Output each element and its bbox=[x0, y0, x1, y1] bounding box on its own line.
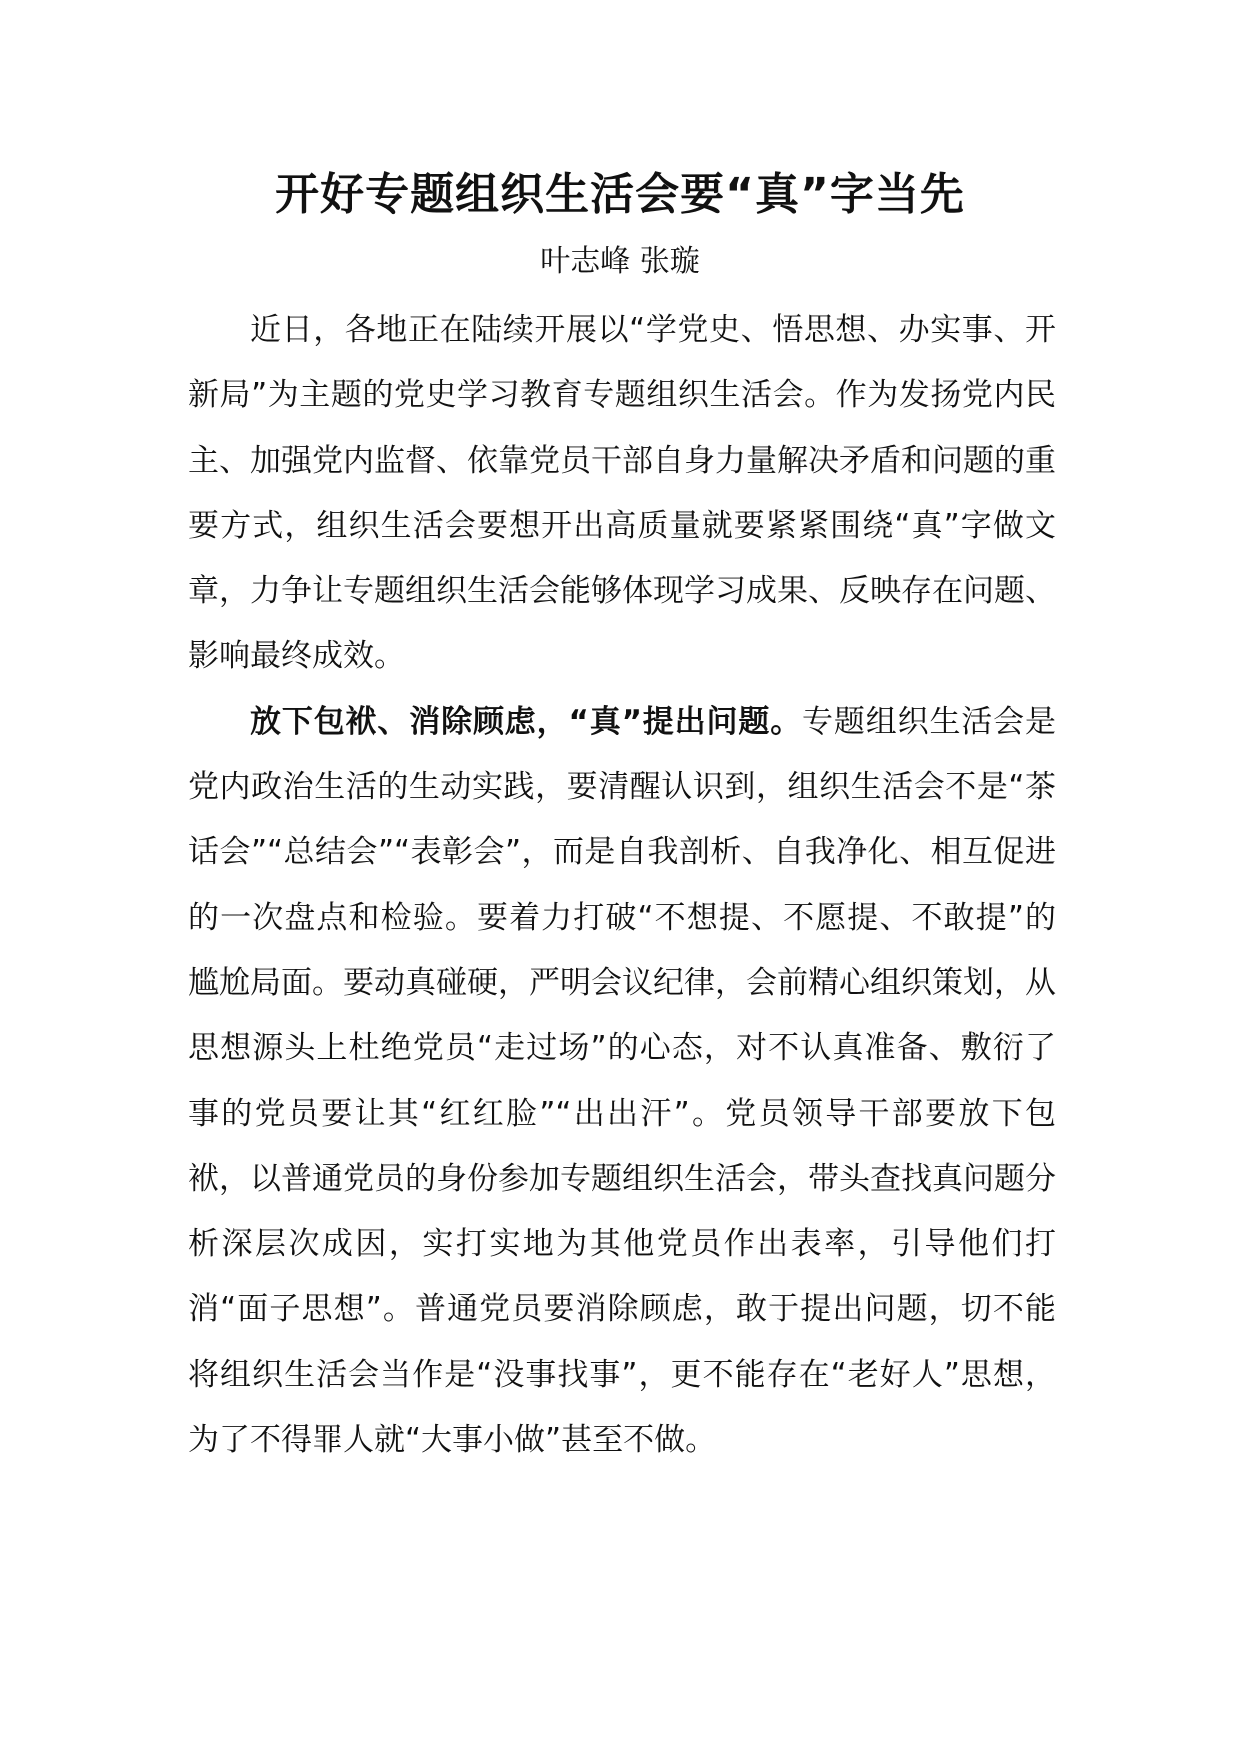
paragraph-2-lead: 放下包袱、消除顾虑，“真”提出问题。 bbox=[250, 703, 803, 740]
article-body bbox=[188, 298, 1056, 1473]
article-title: 开好专题组织生活会要“真”字当先 bbox=[275, 169, 965, 220]
paragraph-1 bbox=[188, 298, 1056, 690]
article-authors: 叶志峰 张璇 bbox=[540, 244, 700, 279]
paragraph-2-text: 专题组织生活会是党内政治生活的生动实践，要清醒认识到，组织生活会不是“茶话会”“总结会”“表彰会”，而是自我剖析、自我净化、相互促进的一次盘点和检验。要着力打破“不想提、不愿提、不敢提”的尴尬局面。要动真碰硬，严明会议纪律，会前精心组织策划，从思想源头上杜绝党员“走过场”的心态，对不认真准备、敷衍了事的党员要让其“红红脸”“出出汗”。党员领导干部要放下包袱，以普通党员的身份参加专题组织生活会，带头查找真问题分析深层次成因，实打实地为其他党员作出表率，引导他们打消“面子思想”。普通党员要消除顾虑，敢于提出问题，切不能将组织生活会当作是“没事找事”，更不能存在“老好人”思想，为了不得罪人就“大事小做”甚至不做。 bbox=[188, 703, 1056, 1459]
paragraph-2 bbox=[188, 690, 1056, 1474]
paragraph-1-text: 近日，各地正在陆续开展以“学党史、悟思想、办实事、开新局”为主题的党史学习教育专题组织生活会。作为发扬党内民主、加强党内监督、依靠党员干部自身力量解决矛盾和问题的重要方式，组织生活会要想开出高质量就要紧紧围绕“真”字做文章，力争让专题组织生活会能够体现学习成果、反映存在问题、影响最终成效。 bbox=[188, 312, 1056, 675]
